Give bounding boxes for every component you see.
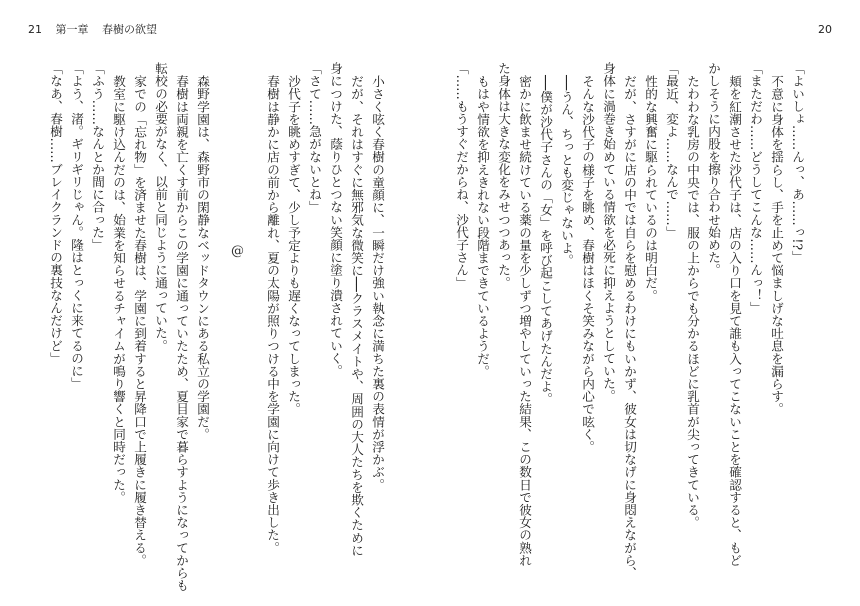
page-number-left: 21 <box>28 23 42 36</box>
chapter-label: 第一章 <box>55 23 89 36</box>
text-line: だが、それはすぐに無邪気な微笑に──クラスメイトや、周囲の大人たちを欺くために <box>349 74 364 556</box>
left-page-body <box>45 62 388 598</box>
text-line: 転校の必要がなく、以前と同じように通っていた。 <box>153 62 168 352</box>
text-line: 「さて……急がないとね」 <box>307 62 322 214</box>
text-line: 森野学園は、森野市の閑静なベッドタウンにある私立の学園だ。 <box>195 74 210 440</box>
running-head-left <box>28 23 157 37</box>
section-break-mark: @ <box>230 244 245 259</box>
text-line: 身につけた、蔭りひとつない笑顔に塗り潰されていく。 <box>328 62 343 377</box>
text-line: 春樹は静かに店の前から離れ、夏の太陽が照りつける中を学園に向けて歩き出した。 <box>265 74 280 554</box>
text-line: 沙代子を眺めすぎて、少し予定よりも遅くなってしまった。 <box>286 74 301 415</box>
text-line: そんな沙代子の様子を眺め、春樹はほくそ笑みながら内心で呟く。 <box>580 74 595 453</box>
text-line: 春樹は両親を亡くす前からこの学園に通っていたため、夏目家で暮らすようになってからも <box>174 74 189 592</box>
page-number-right: 20 <box>818 23 832 36</box>
text-line: ──うん、ちっとも変じゃないよ。 <box>559 74 574 267</box>
text-line: 「まただわ……どうしてこんな……んっ！」 <box>748 62 763 314</box>
text-line: た身体は大きな変化をみせつつあった。 <box>496 62 511 289</box>
text-line: 小さく呟く春樹の童顔に、一瞬だけ強い執念に満ちた裏の表情が浮かぶ。 <box>370 74 385 491</box>
text-line: 「よいしょ……んっ、あ……っ!?」 <box>790 62 805 263</box>
text-line: 「ふう……なんとか間に合った」 <box>90 62 105 251</box>
text-line: もはや情欲を抑えきれない段階まできているようだ。 <box>475 74 490 377</box>
running-head-right <box>818 23 832 37</box>
text-line: 身体に渦巻き始めている情欲を必死に抑えようとしていた。 <box>601 62 616 403</box>
text-line: 家での「忘れ物」を済ませた春樹は、学園に到着すると昇降口で上履きに履き替える。 <box>132 74 147 566</box>
text-line: 密かに飲ませ続けている薬の量を少しずつ増やしていった結果、この数日で彼女の熟れ <box>517 74 532 566</box>
chapter-title: 春樹の欲望 <box>102 23 157 36</box>
text-line: 性的な興奮に駆られているのは明白だ。 <box>643 74 658 302</box>
right-page-body <box>451 62 808 598</box>
text-line: 教室に駆け込んだのは、始業を知らせるチャイムが鳴り響くと同時だった。 <box>111 74 126 503</box>
text-line: 「……もうすぐだからね、沙代子さん」 <box>454 62 469 289</box>
text-line: 「よう、渚。ギリギリじゃん。隆はとっくに来てるのに」 <box>69 62 84 390</box>
text-line: 「なあ、春樹……ブレイクランドの裏技なんだけど」 <box>48 62 63 365</box>
text-line: 不意に身体を揺らし、手を止めて悩ましげな吐息を漏らす。 <box>769 74 784 415</box>
text-line: たわわな乳房の中央では、服の上からでも分かるほどに乳首が尖ってきている。 <box>685 74 700 529</box>
text-line: 「最近、変よ……なんで……」 <box>664 62 679 239</box>
text-line: かしそうに内股を擦り合わせ始めた。 <box>706 62 721 277</box>
text-line: だが、さすがに店の中では自らを慰めるわけにもいかず、彼女は切なげに身悶えながら、 <box>622 74 637 579</box>
text-line: ──僕が沙代子さんの「女」を呼び起こしてあげたんだよ。 <box>538 74 553 405</box>
text-line: 頬を紅潮させた沙代子は、店の入り口を見て誰も入ってこないことを確認すると、もど <box>727 74 742 566</box>
